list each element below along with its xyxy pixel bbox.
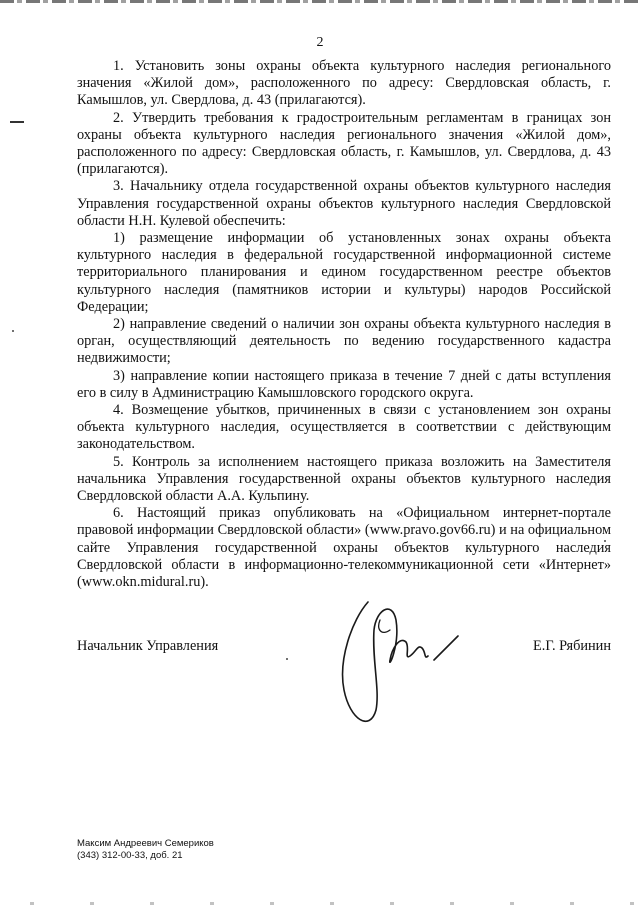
signature-row — [77, 637, 611, 657]
paragraph-2: 2. Утвердить требования к градостроительным регламентам в границах зон охраны объекта культурного наследия регионального значения «Жилой дом», расположенного по адресу: Свердловская область, г. Камышлов, ул. Свердлова, д. 43 (прилагаются). — [77, 109, 611, 178]
executor-footer — [77, 838, 214, 862]
subparagraph-3-3: 3) направление копии настоящего приказа в течение 7 дней с даты вступления его в силу в Администрацию Камышловского городского округа. — [77, 367, 611, 401]
paragraph-5: 5. Контроль за исполнением настоящего приказа возложить на Заместителя начальника Управления государственной охраны объектов культурного наследия Свердловской области А.А. Кульпину. — [77, 453, 611, 505]
scan-edge-top — [0, 0, 640, 3]
signatory-name: Е.Г. Рябинин — [533, 638, 611, 654]
page-number: 2 — [316, 35, 324, 50]
subparagraph-3-2: 2) направление сведений о наличии зон охраны объекта культурного наследия в орган, осуществляющий деятельность по ведению государственного кадастра недвижимости; — [77, 316, 611, 367]
subparagraph-3-1: 1) размещение информации об установленных зонах охраны объекта культурного наследия в федеральной государственной информационной системе территориального планирования и едином государственном реестре объектов культурного наследия (памятников истории и культуры) народов Российской Федерации; — [77, 230, 611, 315]
signatory-title: Начальник Управления — [77, 638, 219, 654]
paragraph-1: 1. Установить зоны охраны объекта культурного наследия регионального значения «Жилой дом», расположенного по адресу: Свердловская область, г. Камышлов, ул. Свердлова, д. 43 (прилагаются). — [77, 58, 611, 109]
paragraph-6: 6. Настоящий приказ опубликовать на «Официальном интернет-портале правовой информации Свердловской области» (www.pravo.gov66.ru) и на официальном сайте Управления государственной охраны объектов культурного наследия Свердловской области в информационно-телекоммуникационной сети «Интернет» (www.okn.midural.ru). — [77, 505, 611, 591]
document-body — [77, 58, 611, 591]
executor-name: Максим Андреевич Семериков — [77, 838, 214, 849]
handwritten-signature — [330, 590, 470, 740]
paragraph-3: 3. Начальнику отдела государственной охраны объектов культурного наследия Управления государственной охраны объектов культурного наследия Свердловской области Н.Н. Кулевой обеспечить: — [77, 178, 611, 229]
scan-speck — [12, 330, 14, 332]
executor-phone: (343) 312-00-33, доб. 21 — [77, 850, 183, 861]
paragraph-4: 4. Возмещение убытков, причиненных в связи с установлением зон охраны объекта культурного наследия, осуществляется в соответствии с действующим законодательством. — [77, 402, 611, 453]
scan-speck — [286, 658, 288, 660]
scan-margin-mark — [10, 121, 24, 123]
